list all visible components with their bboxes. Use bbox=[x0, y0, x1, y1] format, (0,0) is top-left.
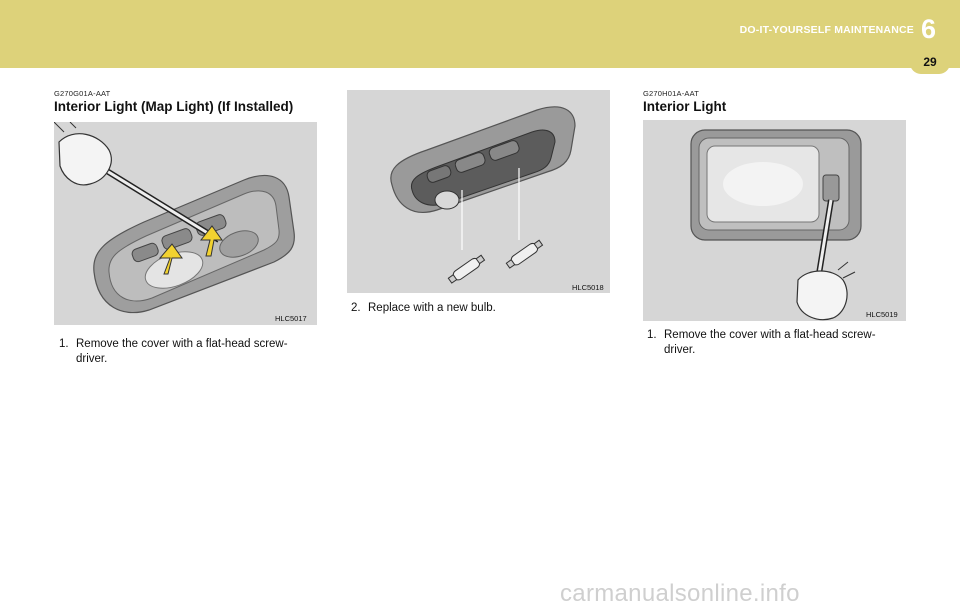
left-step-1 bbox=[59, 337, 324, 369]
left-section-heading: Interior Light (Map Light) (If Installed) bbox=[54, 99, 294, 114]
page-number: 29 bbox=[923, 55, 937, 69]
map-light-illustration bbox=[54, 122, 317, 325]
chapter-number: 6 bbox=[920, 14, 936, 44]
left-figure-label: HLC5017 bbox=[275, 314, 307, 323]
interior-light-figure bbox=[643, 120, 906, 321]
interior-light-illustration bbox=[643, 120, 906, 321]
middle-step-number: 2. bbox=[351, 302, 361, 314]
right-step-number: 1. bbox=[647, 329, 657, 341]
right-step-line-2: driver. bbox=[664, 344, 696, 356]
bulb-figure bbox=[347, 90, 610, 293]
watermark: carmanualsonline.info bbox=[560, 580, 800, 607]
bulb-illustration bbox=[347, 90, 610, 293]
right-section-heading: Interior Light bbox=[643, 99, 727, 114]
map-light-figure bbox=[54, 122, 317, 325]
left-section-code: G270G01A-AAT bbox=[54, 89, 111, 98]
left-step-number: 1. bbox=[59, 338, 69, 350]
right-section-code: G270H01A-AAT bbox=[643, 89, 700, 98]
middle-step-line-1: Replace with a new bulb. bbox=[368, 302, 496, 314]
middle-step-2 bbox=[351, 301, 611, 317]
middle-figure-label: HLC5018 bbox=[572, 283, 604, 292]
right-figure-label: HLC5019 bbox=[866, 310, 898, 319]
left-step-line-1: Remove the cover with a flat-head screw- bbox=[76, 338, 288, 350]
right-step-line-1: Remove the cover with a flat-head screw- bbox=[664, 329, 876, 341]
section-title: DO-IT-YOURSELF MAINTENANCE bbox=[739, 24, 914, 36]
right-step-1 bbox=[647, 328, 912, 360]
left-step-line-2: driver. bbox=[76, 353, 108, 365]
